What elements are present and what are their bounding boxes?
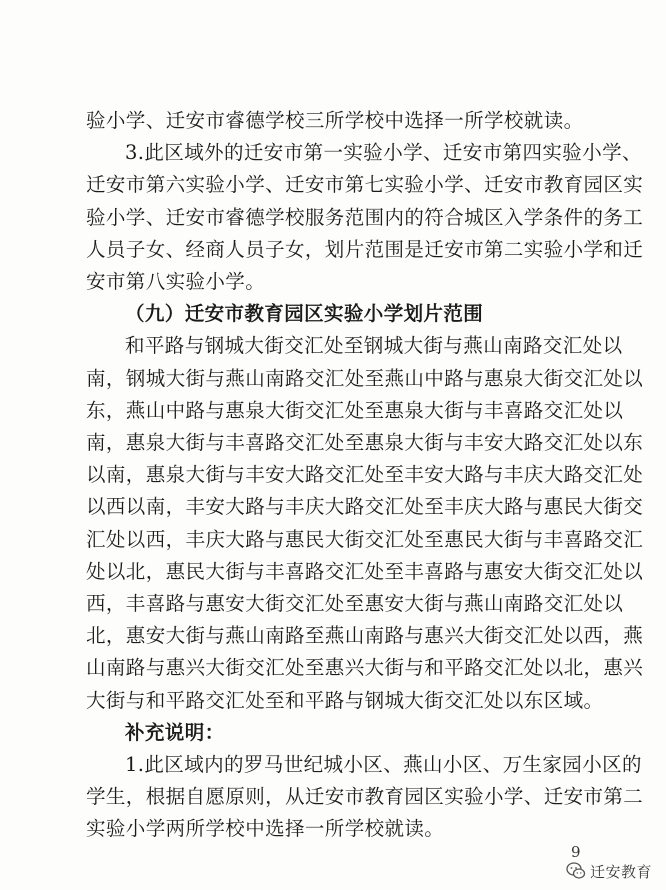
page-number: 9 [571, 843, 581, 861]
text-line: 迁安市第六实验小学、迁安市第七实验小学、迁安市教育园区实 [86, 173, 644, 197]
text-line: 南，惠泉大街与丰喜路交汇处至惠泉大街与丰安大路交汇处以东 [86, 431, 644, 454]
wechat-icon [566, 861, 586, 881]
text-line: 以西以南，丰安大路与丰庆大路交汇处至丰庆大路与惠民大街交 [86, 495, 644, 519]
text-line: 汇处以西，丰庆大路与惠民大街交汇处至惠民大街与丰喜路交汇 [86, 527, 644, 551]
text-line: 1.此区域内的罗马世纪城小区、燕山小区、万生家园小区的 [125, 753, 642, 776]
supplement-heading: 补充说明： [125, 720, 225, 744]
text-line: 人员子女、经商人员子女，划片范围是迁安市第二实验小学和迁 [86, 237, 644, 261]
watermark [566, 858, 652, 884]
text-line: 西，丰喜路与惠安大街交汇处至惠安大街与燕山南路交汇处以 [86, 592, 624, 615]
text-line: 山南路与惠兴大街交汇处至惠兴大街与和平路交汇处以北，惠兴 [86, 656, 644, 680]
text-line: 3.此区域外的迁安市第一实验小学、迁安市第四实验小学、 [125, 141, 642, 165]
text-line: 安市第八实验小学。 [86, 270, 266, 293]
section-heading: （九）迁安市教育园区实验小学划片范围 [125, 302, 484, 326]
text-line: 大街与和平路交汇处至和平路与钢城大街交汇处以东区域。 [86, 688, 604, 712]
text-line: 实验小学两所学校中选择一所学校就读。 [86, 817, 445, 841]
text-line: 以南，惠泉大街与丰安大路交汇处至丰安大路与丰庆大路交汇处 [86, 463, 644, 487]
text-line: 学生，根据自愿原则，从迁安市教育园区实验小学、迁安市第二 [86, 785, 644, 809]
text-line: 处以北，惠民大街与丰喜路交汇处至丰喜路与惠安大街交汇处以 [86, 559, 644, 583]
text-line: 验小学、迁安市睿德学校三所学校中选择一所学校就读。 [86, 109, 584, 132]
text-line: 东，燕山中路与惠泉大街交汇处至惠泉大街与丰喜路交汇处以 [86, 398, 624, 422]
text-line: 和平路与钢城大街交汇处至钢城大街与燕山南路交汇处以 [125, 334, 623, 358]
text-line: 南，钢城大街与燕山南路交汇处至燕山中路与惠泉大街交汇处以 [86, 366, 644, 390]
watermark-text: 迁安教育 [590, 862, 653, 881]
text-line: 北，惠安大街与燕山南路至燕山南路与惠兴大街交汇处以西，燕 [86, 624, 644, 648]
text-line: 验小学、迁安市睿德学校服务范围内的符合城区入学条件的务工 [86, 205, 644, 229]
